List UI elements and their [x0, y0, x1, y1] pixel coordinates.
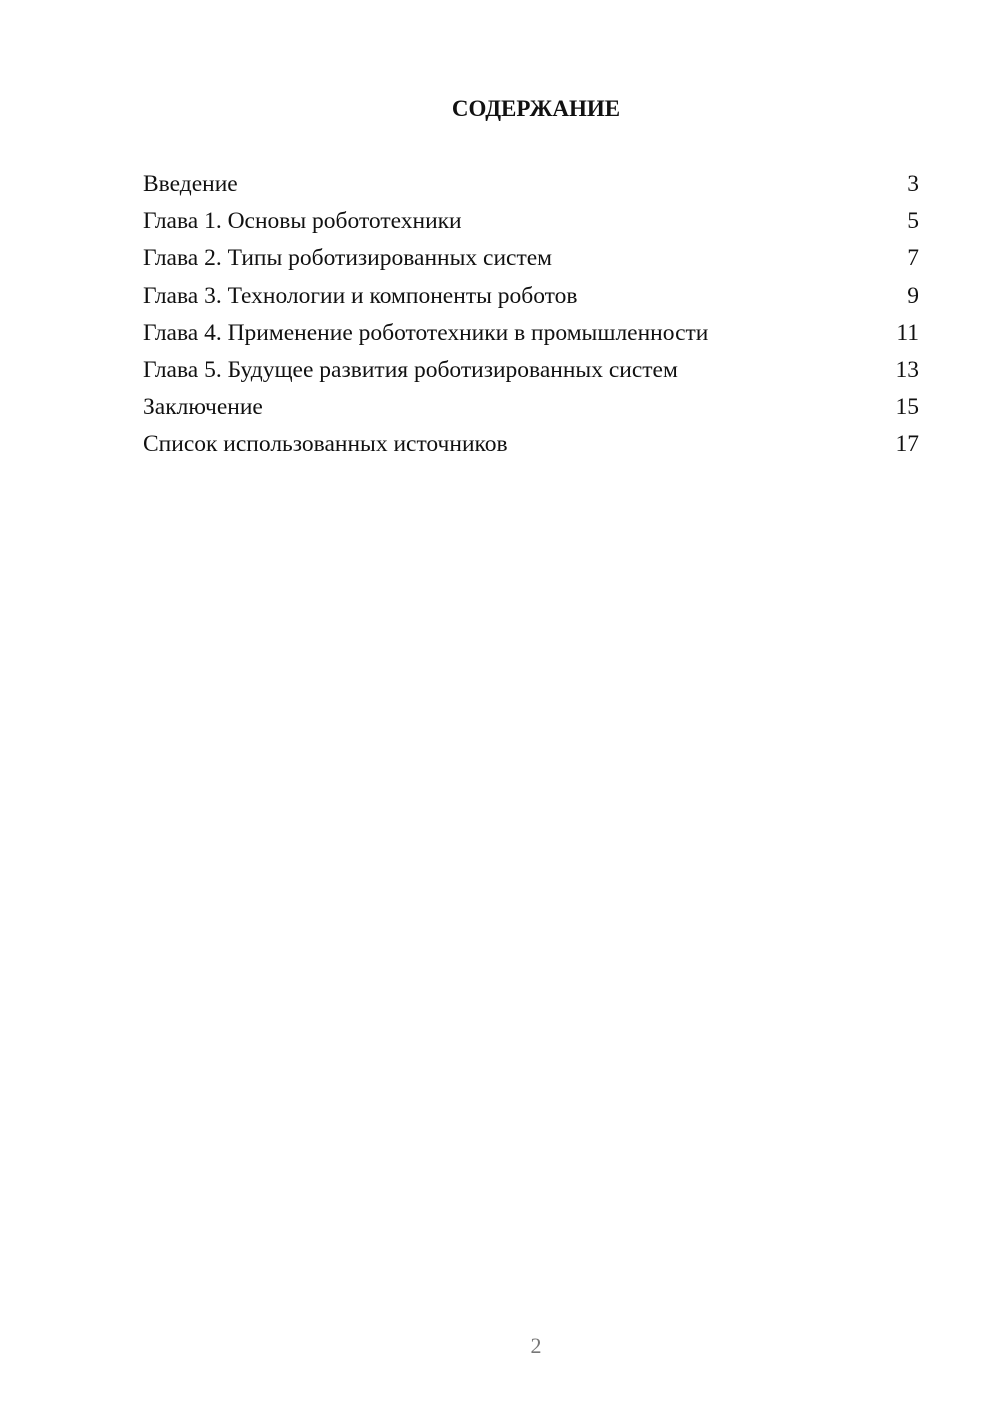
toc-entry-page: 7 — [907, 245, 919, 272]
toc-entry-label: Глава 2. Типы роботизированных систем — [143, 245, 553, 272]
toc-entry — [143, 169, 919, 206]
toc-entry — [143, 318, 919, 355]
table-of-contents — [143, 169, 919, 467]
toc-entry-page: 15 — [895, 394, 919, 421]
toc-entry-page: 3 — [907, 171, 919, 197]
page-number: 2 — [530, 1333, 542, 1358]
toc-entry-page: 17 — [895, 431, 919, 458]
toc-entry — [143, 206, 919, 243]
toc-entry-label: Глава 3. Технологии и компоненты роботов — [143, 282, 578, 309]
toc-entry-page: 5 — [907, 208, 919, 235]
page-title: СОДЕРЖАНИЕ — [451, 96, 621, 121]
toc-entry-label: Введение — [143, 171, 238, 197]
toc-entry — [143, 429, 919, 466]
toc-entry — [143, 355, 919, 392]
toc-entry-label: Глава 4. Применение робототехники в промышленности — [143, 319, 709, 346]
toc-entry-label: Список использованных источников — [143, 431, 508, 458]
toc-entry-page: 11 — [896, 319, 919, 346]
toc-entry — [143, 392, 919, 429]
toc-entry-page: 13 — [895, 356, 919, 383]
toc-entry-label: Глава 1. Основы робототехники — [143, 208, 462, 235]
toc-entry — [143, 281, 919, 318]
toc-entry-page: 9 — [907, 282, 919, 309]
toc-entry-label: Заключение — [143, 394, 263, 421]
toc-entry-label: Глава 5. Будущее развития роботизированных систем — [143, 356, 678, 383]
toc-entry — [143, 243, 919, 280]
